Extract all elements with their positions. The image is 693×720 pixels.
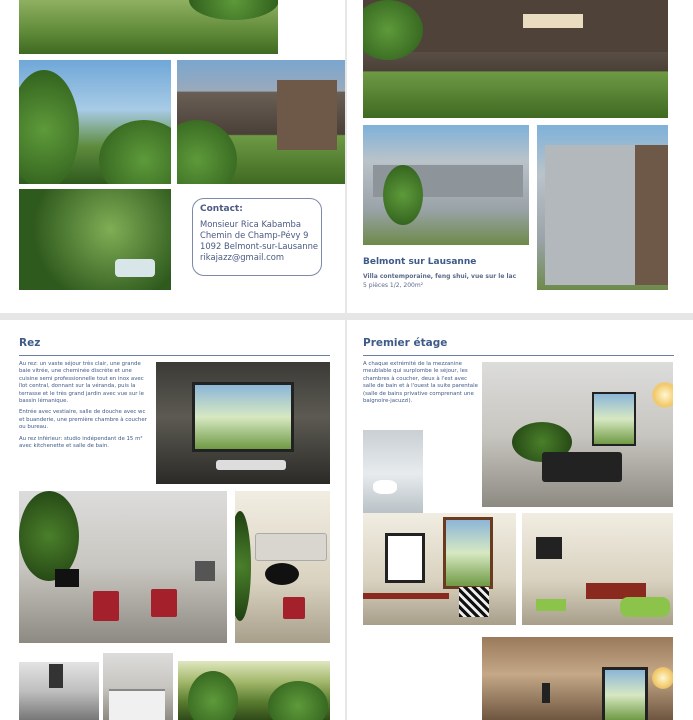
photo-living-window (156, 362, 330, 484)
photo-house-facade (537, 125, 668, 290)
listing-location: Belmont sur Lausanne (363, 257, 477, 267)
photo-bathroom (363, 430, 423, 518)
photo-kitchen (19, 662, 99, 720)
premier-paragraph-1: A chaque extrémité de la mezzanine meublable qui surplombe le séjour, les chambres à coucher, deux à l'est avec salle de bain et à l'ouest la suite parentale (salle de bains privative comprenant une baignoire-jacuzzi). (363, 361, 478, 405)
photo-kitchen-island (103, 653, 173, 720)
photo-living-room (19, 491, 227, 643)
page-rez (0, 320, 345, 720)
photo-bathroom-suite (482, 637, 673, 720)
listing-rooms: 5 pièces 1/2, 200m² (363, 282, 424, 289)
photo-garden-lawn (19, 0, 278, 54)
rez-title: Rez (19, 337, 41, 349)
photo-bedroom-green (522, 513, 673, 625)
photo-garden-jacuzzi (19, 189, 171, 290)
rez-paragraph-2: Entrée avec vestiaire, salle de douche avec wc et buanderie, une première chambre à coucher ou bureau. (19, 409, 147, 431)
photo-veranda-view (178, 661, 330, 720)
photo-mezzanine-living (482, 362, 673, 507)
contact-title: Contact: (200, 204, 243, 214)
contact-street: Chemin de Champ-Pévy 9 (200, 230, 309, 240)
contact-city: 1092 Belmont-sur-Lausanne (200, 241, 319, 251)
listing-description: Villa contemporaine, feng shui, vue sur le lac (363, 273, 517, 280)
premier-text (363, 361, 481, 409)
rez-paragraph-3: Au rez inférieur: studio indépendant de 15 m² avec kitchenette et salle de bain. (19, 435, 143, 450)
rez-paragraph-1: Au rez: un vaste séjour très clair, une grande baie vitrée, une cheminée discrète et une cuisine semi professionnelle tout en inox avec îlot central, donnant sur la véranda, puis la terrasse et le très grand jardin avec vue sur le bassin lémanique. (19, 361, 144, 405)
page-premier-etage (347, 320, 693, 720)
contact-box (192, 198, 322, 276)
photo-bedroom-desk (363, 513, 516, 625)
rez-text (19, 361, 149, 454)
photo-lake-view-trees (19, 60, 171, 184)
photo-house-terrace (363, 0, 668, 118)
photo-house-side (177, 60, 345, 184)
rez-rule (19, 355, 330, 356)
premier-rule (363, 355, 674, 356)
contact-name: Monsieur Rica Kabamba (200, 219, 301, 229)
premier-title: Premier étage (363, 337, 448, 349)
contact-email[interactable]: rikajazz@gmail.com (200, 252, 285, 262)
photo-lounge (235, 491, 330, 643)
photo-house-lawn (363, 125, 529, 245)
page-exterior-right (347, 0, 693, 313)
page-exterior-left (0, 0, 345, 313)
